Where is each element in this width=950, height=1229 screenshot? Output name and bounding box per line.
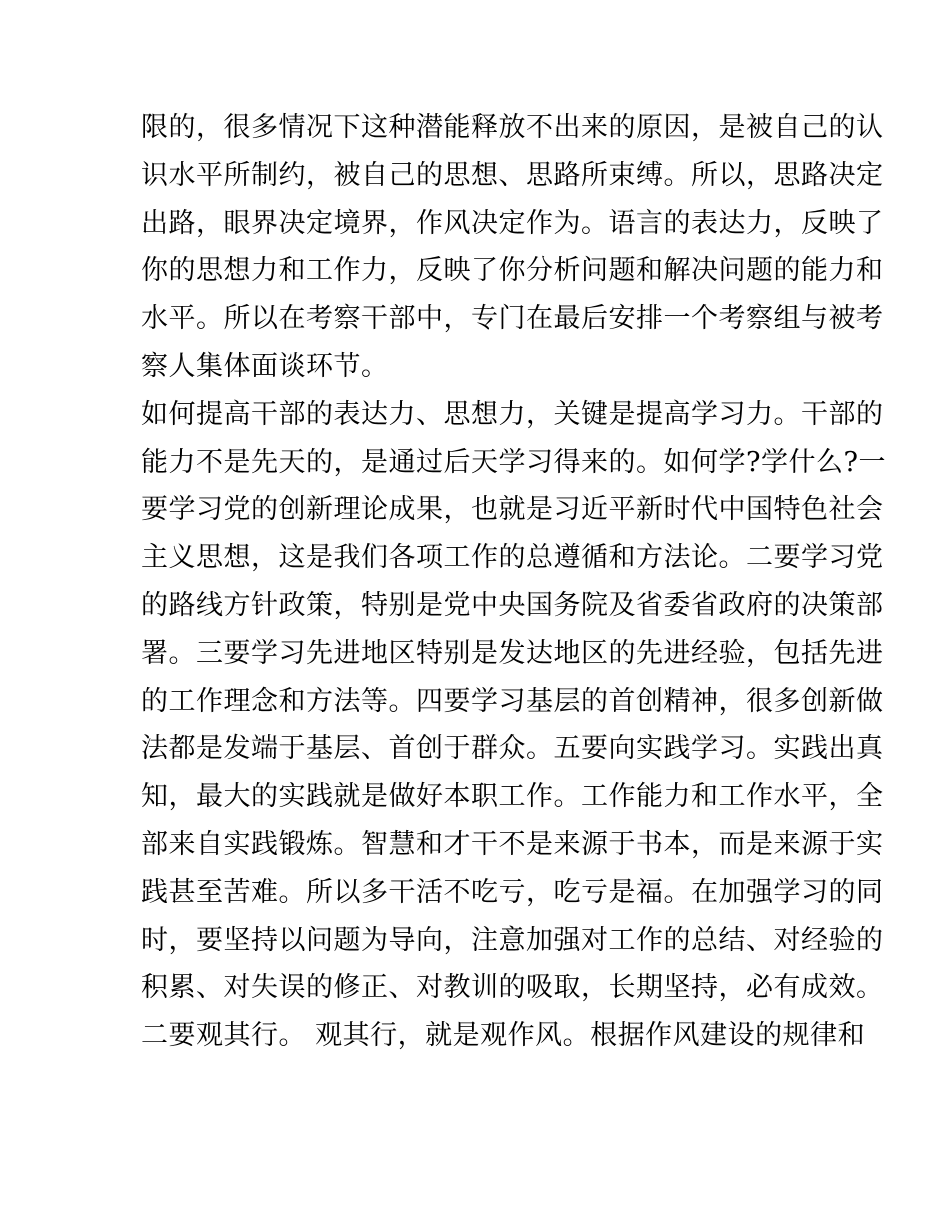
text-line: 如何提高干部的表达力、思想力，关键是提高学习力。干部的 (141, 398, 884, 430)
text-line: 你的思想力和工作力，反映了你分析问题和解决问题的能力和 (141, 255, 884, 287)
text-line: 署。三要学习先进地区特别是发达地区的先进经验，包括先进 (141, 637, 884, 669)
text-line: 能力不是先天的，是通过后天学习得来的。如何学?学什么?一 (141, 446, 886, 478)
text-line: 要学习党的创新理论成果，也就是习近平新时代中国特色社会 (141, 494, 884, 526)
text-line: 限的，很多情况下这种潜能释放不出来的原因，是被自己的认 (141, 112, 884, 143)
text-line: 二要观其行。 观其行，就是观作风。根据作风建设的规律和 (141, 1020, 866, 1052)
text-line: 积累、对失误的修正、对教训的吸取，长期坚持，必有成效。 (141, 972, 884, 1004)
text-line: 出路，眼界决定境界，作风决定作为。语言的表达力，反映了 (141, 207, 884, 239)
text-line: 部来自实践锻炼。智慧和才干不是来源于书本，而是来源于实 (141, 828, 884, 860)
text-line: 时，要坚持以问题为导向，注意加强对工作的总结、对经验的 (141, 924, 884, 956)
text-line: 的路线方针政策，特别是党中央国务院及省委省政府的决策部 (141, 589, 884, 621)
text-line: 法都是发端于基层、首创于群众。五要向实践学习。实践出真 (141, 733, 884, 765)
text-line: 主义思想，这是我们各项工作的总遵循和方法论。二要学习党 (141, 542, 884, 574)
text-line: 识水平所制约，被自己的思想、思路所束缚。所以，思路决定 (141, 159, 884, 191)
text-line: 知，最大的实践就是做好本职工作。工作能力和工作水平，全 (141, 781, 884, 813)
text-line: 践甚至苦难。所以多干活不吃亏，吃亏是福。在加强学习的同 (141, 876, 884, 908)
text-line: 察人集体面谈环节。 (141, 350, 389, 382)
document-body (141, 104, 886, 1060)
text-line: 的工作理念和方法等。四要学习基层的首创精神，很多创新做 (141, 685, 884, 717)
text-line: 水平。所以在考察干部中，专门在最后安排一个考察组与被考 (141, 303, 884, 335)
